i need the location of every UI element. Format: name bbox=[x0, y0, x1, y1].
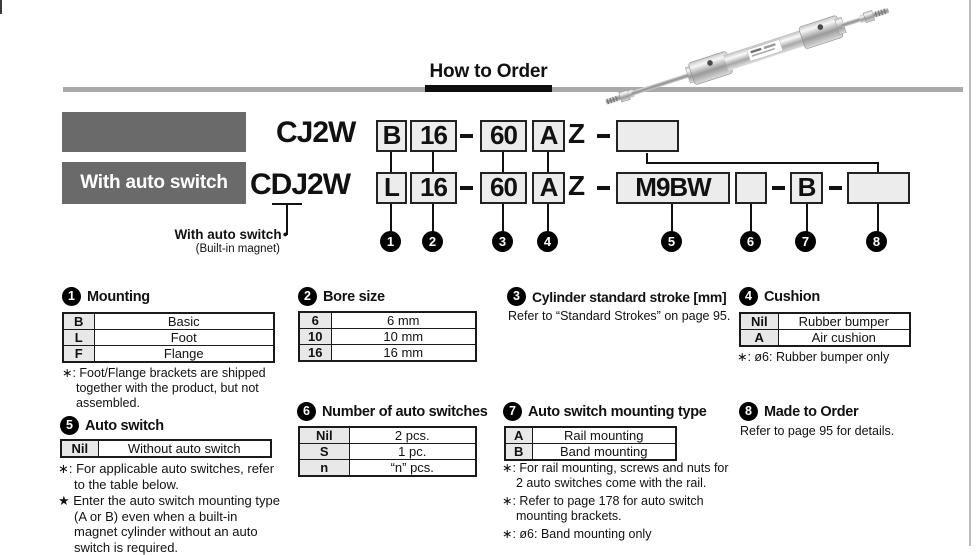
table-row: Nil 2 pcs. bbox=[299, 427, 476, 444]
table-row: n “n” pcs. bbox=[299, 460, 476, 477]
section-header-switch-qty: 6 Number of auto switches bbox=[297, 402, 488, 421]
code-box-stroke-std: 60 bbox=[480, 120, 527, 152]
standard-stroke-note: Refer to “Standard Strokes” on page 95. bbox=[508, 309, 731, 323]
made-to-order-note: Refer to page 95 for details. bbox=[740, 424, 895, 438]
section-header-mounting: 1 Mounting bbox=[62, 287, 150, 306]
code-box-bore: 16 bbox=[410, 172, 457, 204]
connector-line bbox=[432, 152, 434, 172]
switch-mounting-notes: ∗: For rail mounting, screws and nuts for 2 auto switches come with the rail. ∗: Refer to page 178 for auto switch mounting brackets. ∗: ø6: Band mounting only bbox=[502, 461, 729, 541]
table-row: F Flange bbox=[63, 346, 274, 363]
connector-line bbox=[547, 152, 549, 172]
section-number-icon: 4 bbox=[739, 287, 758, 306]
connector-line bbox=[806, 204, 808, 232]
annotation-bullet-icon: ● bbox=[282, 229, 288, 239]
section-header-made-to-order: 8 Made to Order bbox=[739, 402, 858, 421]
connector-line bbox=[547, 204, 549, 232]
table-row: Nil Without auto switch bbox=[61, 440, 271, 457]
connector-line bbox=[646, 162, 878, 164]
connector-line bbox=[502, 204, 504, 232]
section-number-icon: 3 bbox=[507, 287, 526, 306]
page-corner-mark bbox=[0, 0, 2, 14]
code-box-switch-qty bbox=[735, 172, 767, 204]
connector-line bbox=[877, 204, 879, 232]
step-marker-6: 6 bbox=[740, 231, 761, 252]
table-row: A Air cushion bbox=[740, 330, 910, 347]
code-box-bore-std: 16 bbox=[410, 120, 457, 152]
bore-size-table bbox=[298, 311, 477, 362]
code-box-made-to-order bbox=[847, 172, 910, 204]
code-dash bbox=[460, 134, 473, 138]
section-header-switch-mounting: 7 Auto switch mounting type bbox=[503, 402, 707, 421]
code-box-mounting-std: B bbox=[376, 120, 407, 152]
series-banner-standard bbox=[62, 112, 246, 152]
annotation-built-in-magnet: (Built-in magnet) bbox=[195, 243, 280, 255]
banner-label: With auto switch bbox=[80, 172, 228, 193]
section-number-icon: 1 bbox=[62, 287, 81, 306]
section-header-cushion: 4 Cushion bbox=[739, 287, 820, 306]
annotation-with-auto-switch: With auto switch● bbox=[174, 227, 288, 242]
table-row: S 1 pc. bbox=[299, 444, 476, 460]
code-dash bbox=[829, 186, 842, 190]
step-marker-7: 7 bbox=[795, 231, 816, 252]
connector-line bbox=[877, 162, 879, 172]
connector-line bbox=[671, 204, 673, 232]
step-marker-3: 3 bbox=[492, 231, 513, 252]
step-marker-5: 5 bbox=[661, 231, 682, 252]
table-row: 16 16 mm bbox=[299, 345, 476, 362]
mounting-table bbox=[62, 312, 275, 363]
auto-switch-note-1: ∗: For applicable auto switches, refer to the table below. bbox=[58, 461, 275, 492]
table-row: 10 10 mm bbox=[299, 329, 476, 345]
code-suffix: Z bbox=[568, 170, 586, 201]
code-box-mounting: L bbox=[376, 172, 407, 204]
cylinder-product-image bbox=[588, 0, 918, 118]
left-piston-rod bbox=[631, 70, 697, 95]
right-thread bbox=[872, 8, 889, 18]
code-suffix-std: Z bbox=[568, 118, 586, 149]
code-dash bbox=[597, 134, 610, 138]
switch-qty-table bbox=[298, 426, 477, 477]
model-prefix-standard: CJ2W bbox=[276, 116, 356, 149]
code-dash bbox=[772, 186, 785, 190]
model-prefix-auto-switch: CDJ2W bbox=[250, 168, 351, 201]
section-number-icon: 5 bbox=[60, 416, 79, 435]
section-header-standard-stroke: 3 Cylinder standard stroke [mm] bbox=[507, 287, 726, 306]
table-row: B Band mounting bbox=[505, 444, 676, 461]
code-box-cushion-std: A bbox=[532, 120, 565, 152]
step-marker-2: 2 bbox=[422, 231, 443, 252]
section-header-bore-size: 2 Bore size bbox=[298, 287, 385, 306]
code-box-stroke: 60 bbox=[480, 172, 527, 204]
page-title: How to Order bbox=[429, 61, 548, 82]
cushion-note: ∗: ø6: Rubber bumper only bbox=[737, 350, 890, 364]
connector-line bbox=[502, 152, 504, 172]
auto-switch-table bbox=[60, 439, 272, 458]
section-number-icon: 6 bbox=[297, 402, 316, 421]
step-marker-1: 1 bbox=[380, 231, 401, 252]
code-box-cushion: A bbox=[532, 172, 565, 204]
auto-switch-note-2: ★ Enter the auto switch mounting type (A or B) even when a built-in magnet cylinder without an auto switch is required. bbox=[58, 493, 280, 555]
page-right-border bbox=[969, 0, 971, 546]
cushion-table bbox=[739, 312, 911, 347]
code-dash bbox=[597, 186, 610, 190]
step-marker-8: 8 bbox=[866, 231, 887, 252]
code-box-switch-mounting-type: B bbox=[790, 172, 823, 204]
connector-line bbox=[432, 204, 434, 232]
code-dash bbox=[460, 186, 473, 190]
table-row: L Foot bbox=[63, 330, 274, 346]
mounting-note: ∗: Foot/Flange brackets are shipped together with the product, but not assembled. bbox=[62, 366, 266, 410]
connector-line bbox=[390, 204, 392, 232]
header-rule-black bbox=[425, 85, 552, 92]
table-row: Nil Rubber bumper bbox=[740, 313, 910, 330]
connector-line bbox=[390, 152, 392, 172]
section-number-icon: 7 bbox=[503, 402, 522, 421]
section-header-auto-switch: 5 Auto switch bbox=[60, 416, 164, 435]
connector-line bbox=[750, 204, 752, 232]
section-number-icon: 8 bbox=[739, 402, 758, 421]
step-marker-4: 4 bbox=[537, 231, 558, 252]
table-row: A Rail mounting bbox=[505, 427, 676, 444]
series-banner-with-auto-switch bbox=[62, 162, 246, 204]
section-number-icon: 2 bbox=[298, 287, 317, 306]
table-row: 6 6 mm bbox=[299, 312, 476, 329]
switch-mounting-table bbox=[504, 426, 677, 461]
code-box-made-to-order-std bbox=[616, 120, 679, 152]
table-row: B Basic bbox=[63, 313, 274, 330]
code-box-auto-switch: M9BW bbox=[616, 172, 730, 204]
